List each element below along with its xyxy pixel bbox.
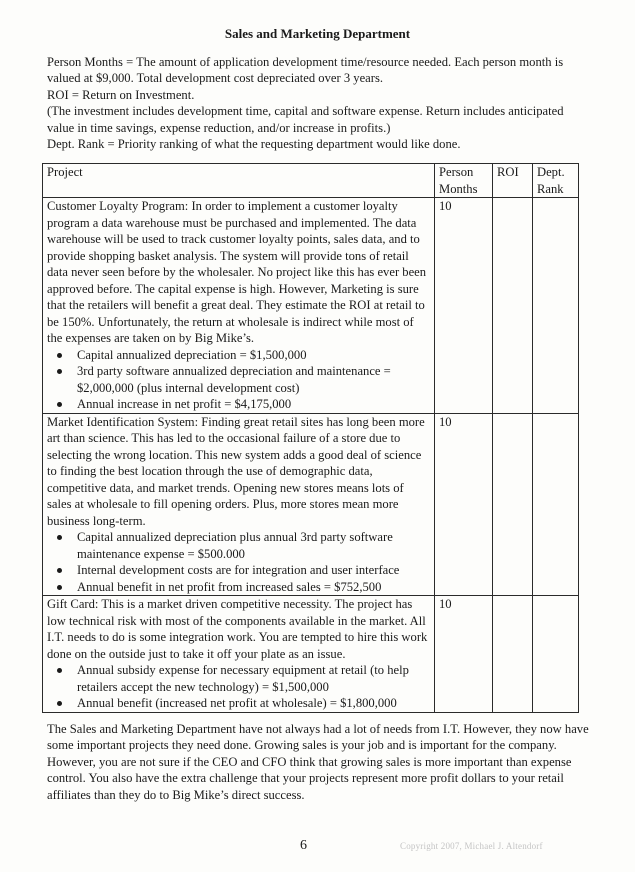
bullet-item: Annual increase in net profit = $4,175,000 <box>77 396 430 413</box>
roi-definition: ROI = Return on Investment. <box>47 87 195 102</box>
table-row <box>43 198 579 414</box>
bullet-item: Internal development costs are for integration and user interface <box>77 562 430 579</box>
roi-cell[interactable] <box>493 198 533 414</box>
header-project: Project <box>43 164 435 198</box>
page-number: 6 <box>300 838 307 853</box>
person-months-definition: Person Months = The amount of application development time/resource needed. Each person month is valued at $9,000. Total development cost depreciated over 3 years. <box>47 55 564 86</box>
person-months-cell: 10 <box>435 198 493 414</box>
investment-note: (The investment includes development time, capital and software expense. Return includes anticipated value in time savings, expense reduction, and/or increase in profits.) <box>47 104 564 135</box>
dept-rank-definition: Dept. Rank = Priority ranking of what the requesting department would like done. <box>47 137 461 152</box>
bullet-item: Annual subsidy expense for necessary equipment at retail (to help retailers accept the new technology) = $1,500,000 <box>77 662 430 695</box>
header-dept-rank: Dept. Rank <box>533 164 579 198</box>
header-roi: ROI <box>493 164 533 198</box>
project-bullets <box>47 662 430 712</box>
project-cell <box>43 198 435 414</box>
projects-table <box>42 163 579 713</box>
bullet-item: 3rd party software annualized depreciation and maintenance = $2,000,000 (plus internal development cost) <box>77 363 430 396</box>
table-header-row <box>43 164 579 198</box>
dept-rank-cell[interactable] <box>533 198 579 414</box>
bullet-item: Capital annualized depreciation = $1,500,000 <box>77 347 430 364</box>
page-title: Sales and Marketing Department <box>224 26 411 41</box>
project-bullets <box>47 347 430 413</box>
project-cell <box>43 596 435 713</box>
closing-paragraph: The Sales and Marketing Department have not always had a lot of needs from I.T. However, they now have some important projects they need done. Growing sales is your job and is important for the company. However, you are not sure if the CEO and CFO think that growing sales is more important than expense control. You also have the extra challenge that your projects represent more profit dollars to your retail affiliates than they do to Big Mike’s direct success. <box>47 722 589 802</box>
project-description: Customer Loyalty Program: In order to implement a customer loyalty program a data warehouse must be purchased and implemented. The data warehouse will be used to track customer loyalty points, sales data, and to provide shopping basket analysis. The system will provide tons of retail data never seen before by the wholesaler. No project like this has ever been approved before. The capital expense is high. However, Marketing is sure that the retailers will benefit a great deal. They estimate the ROI at retail to be 150%. Unfortunately, the return at wholesale is indirect while most of the expenses are taken on by Big Mike’s. <box>47 199 427 345</box>
person-months-cell: 10 <box>435 413 493 596</box>
table-row <box>43 413 579 596</box>
definitions <box>47 54 592 152</box>
header-person-months: Person Months <box>435 164 493 198</box>
person-months-cell: 10 <box>435 596 493 713</box>
bullet-item: Capital annualized depreciation plus annual 3rd party software maintenance expense = $500.000 <box>77 529 430 562</box>
dept-rank-cell[interactable] <box>533 413 579 596</box>
copyright-notice: Copyright 2007, Michael J. Altendorf <box>400 841 543 851</box>
project-description: Gift Card: This is a market driven competitive necessity. The project has low technical risk with most of the components available in the market. All I.T. needs to do is some integration work. You are tempted to hire this work done on the outside just to take it off your plate as an issue. <box>47 597 428 661</box>
project-cell <box>43 413 435 596</box>
project-description: Market Identification System: Finding great retail sites has long been more art than science. This has led to the occasional failure of a store due to selecting the wrong location. This new system adds a good deal of science to finding the best location through the use of demographic data, competitive data, and market trends. Opening new stores means lots of sales at wholesale to fill opening orders. Plus, more stores mean more business long-term. <box>47 414 425 528</box>
roi-cell[interactable] <box>493 413 533 596</box>
dept-rank-cell[interactable] <box>533 596 579 713</box>
roi-cell[interactable] <box>493 596 533 713</box>
project-bullets <box>47 529 430 595</box>
table-row <box>43 596 579 713</box>
bullet-item: Annual benefit (increased net profit at wholesale) = $1,800,000 <box>77 695 430 712</box>
bullet-item: Annual benefit in net profit from increased sales = $752,500 <box>77 579 430 596</box>
